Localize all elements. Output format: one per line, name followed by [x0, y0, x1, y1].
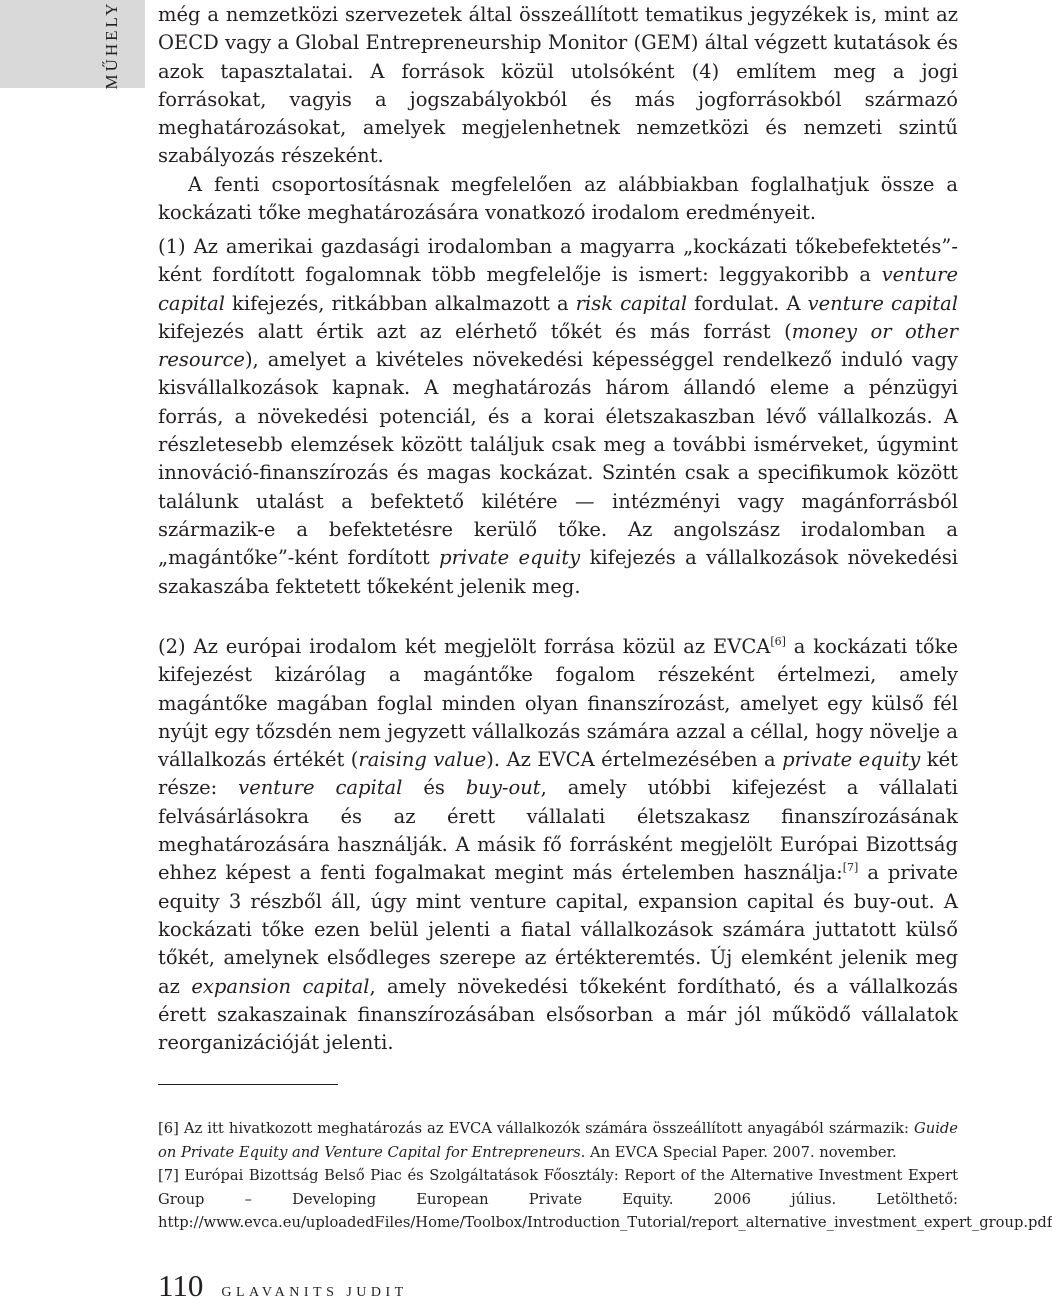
section-label: MŰHELY [102, 0, 121, 90]
footnote-ref-6[interactable]: [6] [770, 635, 786, 648]
item1-text-2: kifejezés, ritkábban alkalmazott a [224, 291, 576, 315]
item2-text-2: a kockázati tőke kifejezést kizárólag a magántőke fogalom részeként értelmezi, amely magántőke magában foglal minden olyan finanszírozást, amelyet egy külső fél nyújt egy tőzsdén nem jegyzett vállalkozás számára azzal a céllal, hogy növelje a vállalkozás értékét ( [158, 635, 959, 772]
footnotes [158, 1117, 1052, 1235]
item1-italic-2: risk capital [575, 291, 688, 315]
item1-text-5: ), amelyet a kivételes növekedési képességgel rendelkező induló vagy kisvállalkozások kapnak. A meghatározás három állandó eleme a pénzügyi forrás, a növekedési potenciál, és a korai életszakaszban lévő vállalkozás. A részletesebb elemzések között találjuk csak meg a további ismérveket, úgymint innováció-finanszírozás és magas kockázat. Szintén csak a specifikumok között találunk utalást a befektető kilétére — intézményi vagy magánforrásból származik-e a befektetésre kerülő tőke. Az angolszász irodalomban a „magántőke”-ként fordított [158, 348, 958, 570]
section-tab [0, 0, 145, 88]
item1-italic-4: money or other resource [158, 319, 958, 372]
list-item-2 [158, 633, 958, 1057]
fn6-italic-title: Guide on Private Equity and Venture Capital for Entrepreneurs [158, 1120, 958, 1161]
item2-text-5: és [402, 776, 466, 800]
paragraph-1: még a nemzetközi szervezetek által összeállított tematikus jegyzékek is, mint az OECD vagy a Global Entrepreneurship Monitor (GEM) által végzett kutatások és azok tapasztalatai. A források közül utolsóként (4) említem meg a jogi forrásokat, vagyis a jogszabályokból és más jogforrásokból származó meghatározásokat, amelyek megjelenhetnek nemzetközi és nemzeti szintű szabályozás részeként. [158, 3, 958, 168]
fn6-text-2: . An EVCA Special Paper. 2007. november. [580, 1143, 897, 1161]
item2-text-3: ). Az EVCA értelmezésében a [486, 748, 783, 772]
footnote-7: [7] Európai Bizottság Belső Piac és Szolgáltatások Főosztály: Report of the Alternative Investment Expert Group – Developing European Private Equity. 2006 július. Letölthető: http://www.evca.eu/uploadedFiles/Home/Toolbox/Introduction_Tutorial/report_alternative_investment_expert_group.pdf [158, 1167, 1052, 1232]
item2-italic-2: private equity [782, 748, 921, 772]
page-footer [158, 1268, 408, 1304]
item1-text-1: (1) Az amerikai gazdasági irodalomban a magyarra „kockázati tőkebefektetés”-ként fordított fogalomnak több megfelelője is ismert: leggyakoribb a [158, 235, 958, 287]
item2-italic-1: raising value [358, 748, 487, 772]
fn6-text-1: [6] Az itt hivatkozott meghatározás az EVCA vállalkozók számára összeállított anyagából származik: [158, 1120, 915, 1137]
item2-italic-3: venture capital [238, 776, 403, 800]
paragraph-2: A fenti csoportosításnak megfelelően az alábbiakban foglalhatjuk össze a kockázati tőke meghatározására vonatkozó irodalom eredményeit. [158, 172, 958, 225]
item1-text-6: kifejezés a vállalkozások növekedési szakaszába fektetett tőkeként jelenik meg. [158, 546, 958, 598]
item2-italic-4: buy-out [465, 776, 541, 800]
intro-text [158, 1, 958, 227]
item2-text-8: , amely növekedési tőkeként fordítható, és a vállalkozás érett szakaszainak finanszírozásában elsősorban a már jól működő vállalatok reorganizációját jelenti. [158, 974, 958, 1055]
footnote-ref-7[interactable]: [7] [842, 861, 859, 875]
item2-text-7: a private equity 3 részből áll, úgy mint venture capital, expansion capital és buy-out. A kockázati tőke ezen belül jelenti a fiatal vállalkozások számára juttatott külső tőkét, amelynek elsődleges szerepe az értékteremtés. Új elemként jelenik meg az [158, 861, 958, 998]
item2-text-1: (2) Az európai irodalom két megjelölt forrása közül az EVCA [158, 635, 771, 658]
item1-italic-5: private equity [439, 546, 581, 570]
item2-italic-5: expansion capital [191, 974, 370, 998]
item2-text-4: két része: [158, 748, 958, 800]
item2-text-6: , amely utóbbi kifejezést a vállalati felvásárlásokra és az érett vállalati életszakasz finanszírozásának meghatározására használják. A másik fő forrásként megjelölt Európai Bizottság ehhez képest a fenti fogalmakat megint más értelemben használja: [158, 776, 959, 885]
page-number: 110 [158, 1268, 204, 1303]
list-item-1 [158, 233, 958, 601]
item1-italic-1: venture capital [158, 263, 958, 315]
item1-italic-3: venture capital [807, 291, 958, 315]
item1-text-4: kifejezés alatt értik azt az elérhető tőkét és más forrást ( [158, 319, 792, 343]
footnote-divider [158, 1084, 338, 1085]
item1-text-3: fordulat. A [687, 291, 808, 315]
running-author: GLAVANITS JUDIT [221, 1285, 408, 1300]
footnote-6 [158, 1117, 958, 1164]
